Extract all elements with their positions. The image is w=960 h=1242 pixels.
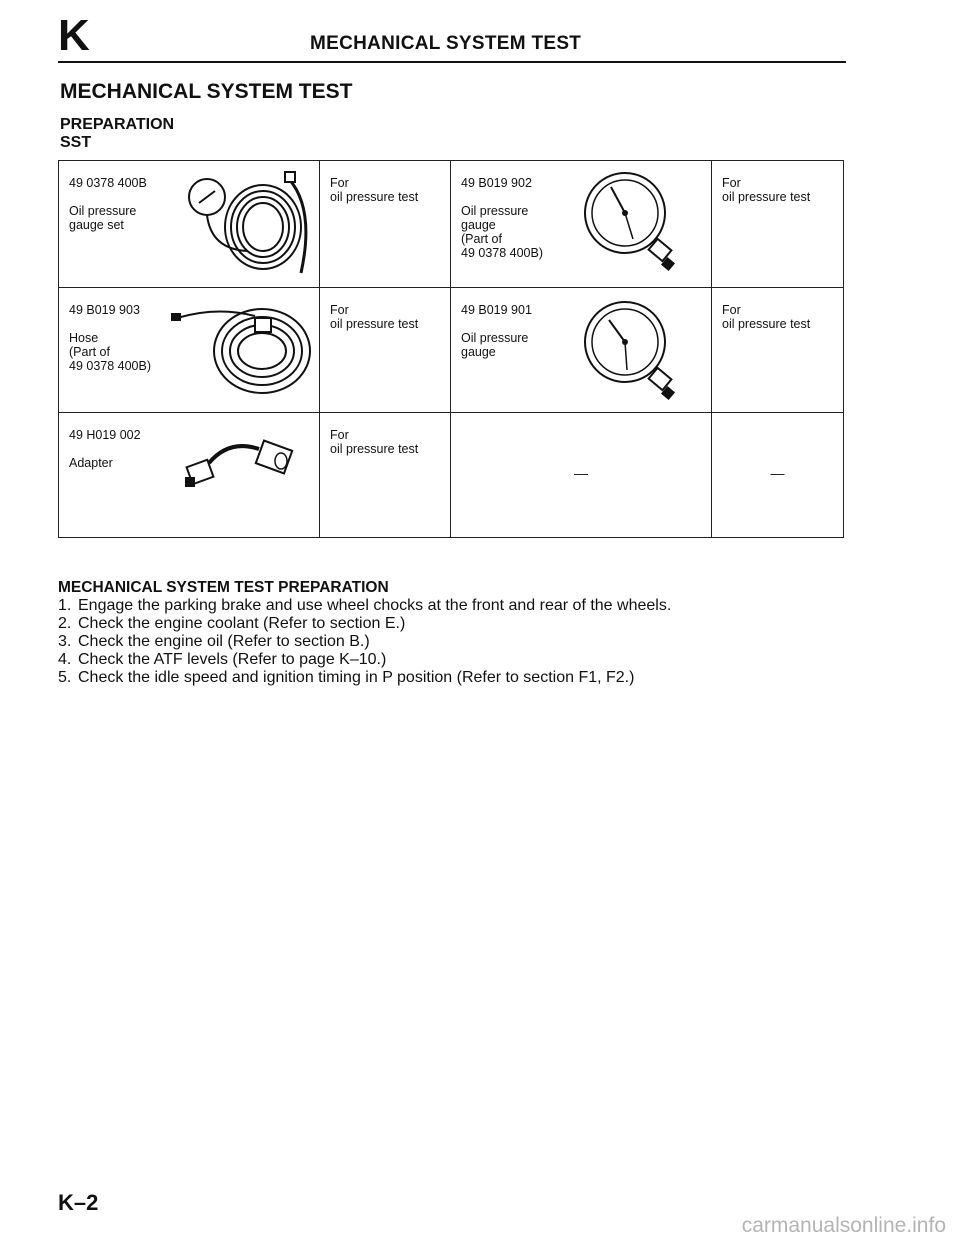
- sst-label: SST: [60, 134, 92, 151]
- step-number: 3.: [58, 633, 72, 650]
- tool-name-line: Adapter: [69, 456, 113, 470]
- use-line: oil pressure test: [330, 190, 419, 204]
- step-number: 4.: [58, 651, 72, 668]
- tool-name-line: gauge set: [69, 218, 124, 232]
- tool-name-line: 49 0378 400B): [69, 359, 152, 373]
- preparation-section-title: MECHANICAL SYSTEM TEST PREPARATION: [58, 579, 389, 596]
- hose-illustration: [167, 296, 317, 401]
- table-row: [59, 413, 844, 538]
- header-section-letter: K: [58, 11, 90, 60]
- step-number: 5.: [58, 669, 72, 686]
- step-number: 2.: [58, 615, 72, 632]
- tool-name-line: (Part of: [69, 345, 110, 359]
- sst-table: [58, 160, 844, 538]
- use-cell: [320, 288, 451, 413]
- preparation-label: PREPARATION: [60, 116, 175, 133]
- step-text: Engage the parking brake and use wheel chocks at the front and rear of the wheels.: [78, 597, 672, 614]
- step-number: 1.: [58, 597, 72, 614]
- list-item: [58, 597, 671, 615]
- use-line: For: [330, 303, 349, 317]
- tool-number: 49 B019 902: [461, 176, 532, 190]
- list-item: [58, 633, 671, 651]
- tool-number: 49 B019 901: [461, 303, 532, 317]
- tool-name-line: 49 0378 400B): [461, 246, 544, 260]
- use-line: For: [722, 176, 741, 190]
- step-text: Check the engine coolant (Refer to section E.): [78, 615, 406, 632]
- pressure-gauge-illustration: [581, 169, 691, 279]
- watermark: carmanualsonline.info: [741, 1214, 946, 1237]
- use-cell: [320, 161, 451, 288]
- use-cell: [712, 288, 844, 413]
- use-line: oil pressure test: [330, 442, 419, 456]
- use-cell: [712, 161, 844, 288]
- table-row: [59, 161, 844, 288]
- page-title: MECHANICAL SYSTEM TEST: [60, 80, 353, 103]
- step-text: Check the idle speed and ignition timing in P position (Refer to section F1, F2.): [78, 669, 635, 686]
- tool-number: 49 H019 002: [69, 428, 141, 442]
- use-line: For: [330, 176, 349, 190]
- adapter-illustration: [179, 433, 299, 503]
- tool-name-line: (Part of: [461, 232, 502, 246]
- tool-number: 49 0378 400B: [69, 176, 147, 190]
- tool-name-line: Oil pressure: [461, 331, 529, 345]
- empty-dash: —: [770, 465, 785, 481]
- header-rule: [58, 61, 846, 63]
- empty-tool-cell: [451, 413, 712, 538]
- use-line: oil pressure test: [722, 190, 811, 204]
- tool-name-line: Oil pressure: [461, 204, 529, 218]
- pressure-gauge-illustration: [581, 298, 691, 408]
- use-line: For: [722, 303, 741, 317]
- use-line: oil pressure test: [722, 317, 811, 331]
- empty-dash: —: [574, 465, 588, 481]
- list-item: [58, 615, 671, 633]
- step-text: Check the engine oil (Refer to section B.): [78, 633, 370, 650]
- use-line: For: [330, 428, 349, 442]
- tool-cell: [451, 161, 712, 288]
- tool-name-line: gauge: [461, 345, 496, 359]
- use-line: oil pressure test: [330, 317, 419, 331]
- gauge-set-illustration: [177, 169, 317, 279]
- empty-use-cell: [712, 413, 844, 538]
- header-title: MECHANICAL SYSTEM TEST: [310, 33, 582, 54]
- step-text: Check the ATF levels (Refer to page K–10.): [78, 651, 387, 668]
- tool-cell: [59, 161, 320, 288]
- use-cell: [320, 413, 451, 538]
- tool-name-line: Oil pressure: [69, 204, 137, 218]
- tool-number: 49 B019 903: [69, 303, 140, 317]
- page-number: K–2: [58, 1190, 99, 1215]
- tool-cell: [59, 288, 320, 413]
- tool-cell: [451, 288, 712, 413]
- tool-name-line: gauge: [461, 218, 496, 232]
- list-item: [58, 651, 671, 669]
- table-row: [59, 288, 844, 413]
- list-item: [58, 669, 671, 687]
- preparation-steps: [58, 597, 671, 687]
- tool-name-line: Hose: [69, 331, 99, 345]
- tool-cell: [59, 413, 320, 538]
